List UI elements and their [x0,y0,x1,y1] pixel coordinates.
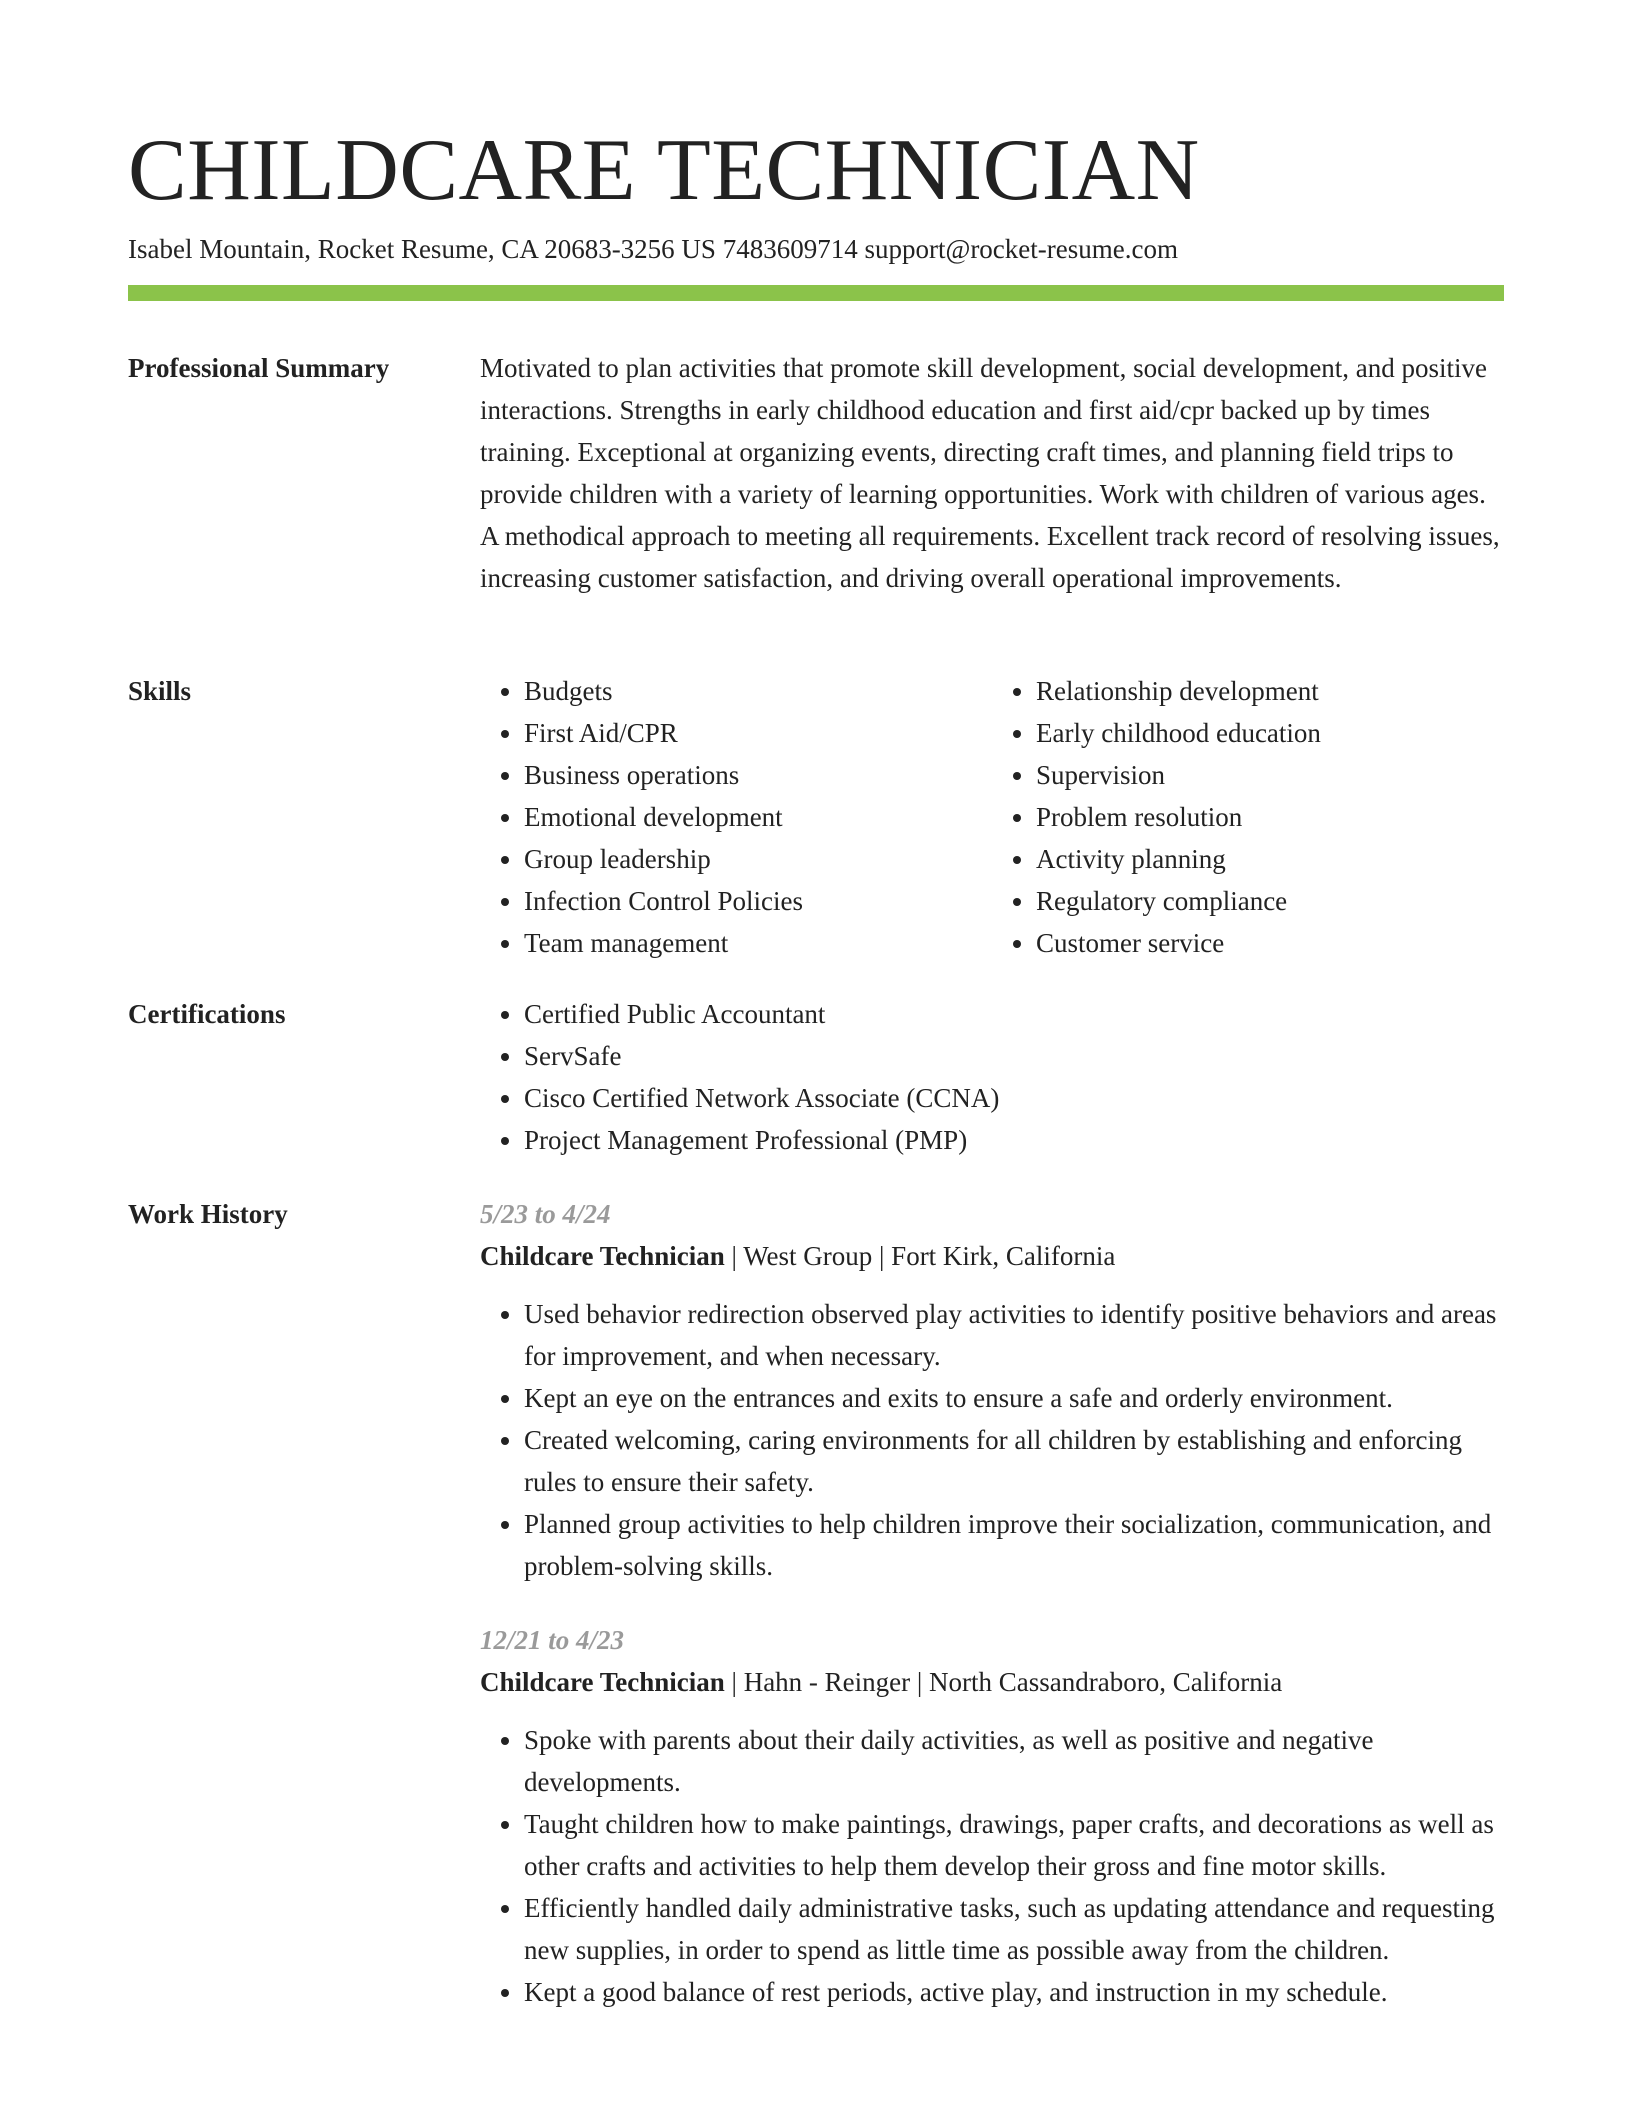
skills-list-left [480,670,992,964]
summary-body [480,347,1504,599]
job-bullet: • Taught children how to make paintings, drawings, paper crafts, and decorations as well as other crafts and activities to help them develop their gross and fine motor skills. [524,1803,1504,1887]
skill-item: • Activity planning [1036,838,1504,880]
job-heading [480,1661,1504,1703]
job-entry [480,1619,1504,2013]
skill-item: • Customer service [1036,922,1504,964]
section-title-certifications: Certifications [128,999,286,1029]
section-title-work-history: Work History [128,1199,288,1229]
job-bullet: • Kept a good balance of rest periods, active play, and instruction in my schedule. [524,1971,1504,2013]
skill-item: • Supervision [1036,754,1504,796]
job-bullet: • Spoke with parents about their daily activities, as well as positive and negative developments. [524,1719,1504,1803]
certifications-body [480,993,1504,1161]
skill-item: • Emotional development [524,796,992,838]
certification-item: • Cisco Certified Network Associate (CCNA) [524,1077,1504,1119]
job-date: 12/21 to 4/23 [480,1625,625,1655]
work-history-body [480,1193,1504,2013]
certification-item: • Project Management Professional (PMP) [524,1119,1504,1161]
section-title-summary: Professional Summary [128,353,390,383]
skill-item: • Regulatory compliance [1036,880,1504,922]
skill-item: • Team management [524,922,992,964]
contact-line: Isabel Mountain, Rocket Resume, CA 20683-3256 US 7483609714 support@rocket-resume.com [128,234,1178,264]
skill-item: • Relationship development [1036,670,1504,712]
skill-item: • Infection Control Policies [524,880,992,922]
certifications-list [480,993,1504,1161]
skills-list-right [992,670,1504,964]
skill-item: • Business operations [524,754,992,796]
skill-item: • Early childhood education [1036,712,1504,754]
job-date: 5/23 to 4/24 [480,1199,611,1229]
skill-item: • Group leadership [524,838,992,880]
job-details: | West Group | Fort Kirk, California [724,1241,1116,1271]
job-bullet: • Used behavior redirection observed play activities to identify positive behaviors and areas for improvement, and when necessary. [524,1293,1504,1377]
job-bullet: • Efficiently handled daily administrative tasks, such as updating attendance and requesting new supplies, in order to spend as little time as possible away from the children. [524,1887,1504,1971]
certification-item: • ServSafe [524,1035,1504,1077]
skill-item: • First Aid/CPR [524,712,992,754]
job-title: Childcare Technician [480,1667,725,1697]
job-bullet-list [480,1293,1504,1587]
job-bullet: • Kept an eye on the entrances and exits to ensure a safe and orderly environment. [524,1377,1504,1419]
job-heading [480,1235,1504,1277]
job-bullet: • Created welcoming, caring environments for all children by establishing and enforcing rules to ensure their safety. [524,1419,1504,1503]
skill-item: • Budgets [524,670,992,712]
job-entry [480,1193,1504,1587]
accent-divider [128,285,1504,301]
job-details: | Hahn - Reinger | North Cassandraboro, California [724,1667,1283,1697]
candidate-name: CHILDCARE TECHNICIAN [128,122,1200,219]
summary-text: Motivated to plan activities that promote skill development, social development, and positive interactions. Strengths in early childhood education and first aid/cpr backed up by times training. Exceptional at organizing events, directing craft times, and planning field trips to provide children with a variety of learning opportunities. Work with children of various ages. A methodical approach to meeting all requirements. Excellent track record of resolving issues, increasing customer satisfaction, and driving overall operational improvements. [480,353,1500,593]
skills-body [480,670,1504,964]
job-title: Childcare Technician [480,1241,725,1271]
job-bullet: • Planned group activities to help children improve their socialization, communication, and problem-solving skills. [524,1503,1504,1587]
job-bullet-list [480,1719,1504,2013]
certification-item: • Certified Public Accountant [524,993,1504,1035]
section-title-skills: Skills [128,676,192,706]
skill-item: • Problem resolution [1036,796,1504,838]
